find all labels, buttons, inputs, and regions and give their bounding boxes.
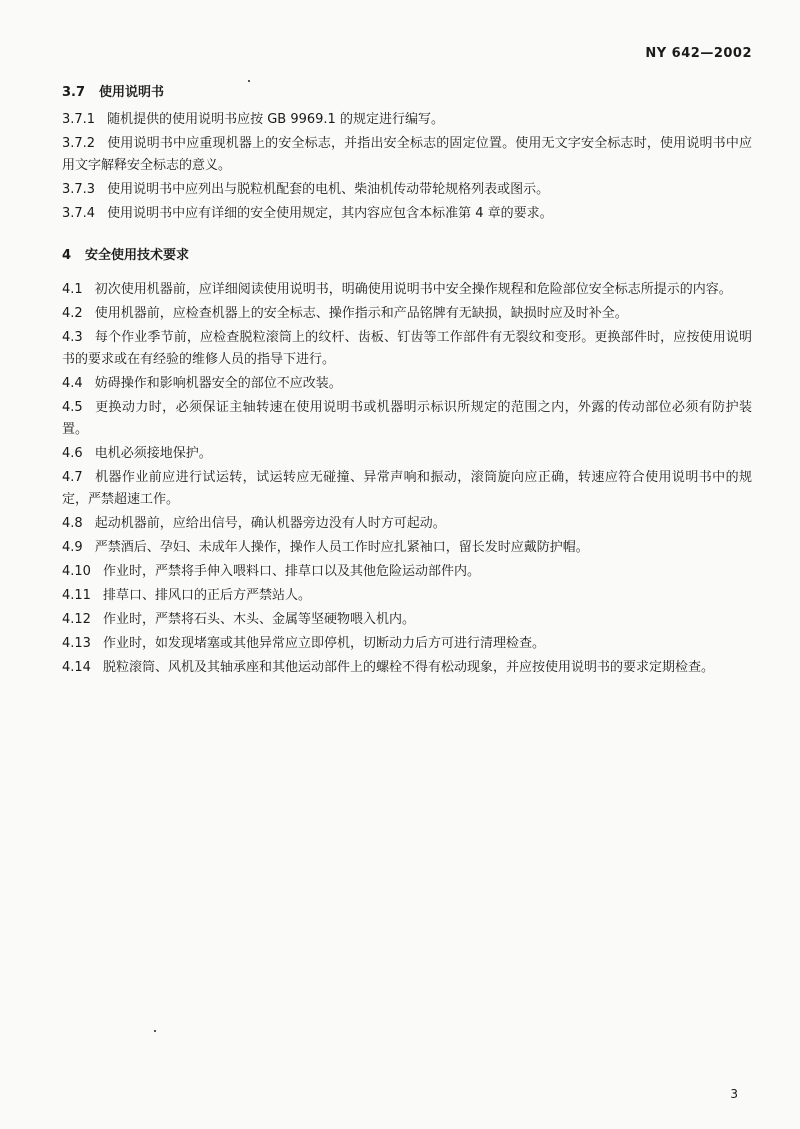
section-heading: 4 安全使用技术要求 bbox=[62, 248, 190, 263]
clause: 4.14 脱粒滚筒、风机及其轴承座和其他运动部件上的螺栓不得有松动现象，并应按使用说明书的要求定期检查。 bbox=[62, 660, 714, 675]
clause: 4.2 使用机器前，应检查机器上的安全标志、操作指示和产品铭牌有无缺损，缺损时应及时补全。 bbox=[62, 306, 628, 321]
clause: 4.13 作业时，如发现堵塞或其他异常应立即停机，切断动力后方可进行清理检查。 bbox=[62, 636, 545, 651]
standard-code: NY 642—2002 bbox=[645, 46, 752, 61]
scan-speck bbox=[154, 1030, 156, 1032]
clause: 4.6 电机必须接地保护。 bbox=[62, 446, 212, 461]
scan-speck bbox=[248, 80, 250, 82]
clause: 4.1 初次使用机器前，应详细阅读使用说明书，明确使用说明书中安全操作规程和危险部位安全标志所提示的内容。 bbox=[62, 282, 732, 297]
clause: 4.4 妨碍操作和影响机器安全的部位不应改装。 bbox=[62, 376, 342, 391]
clause: 3.7.4 使用说明书中应有详细的安全使用规定，其内容应包含本标准第 4 章的要求。 bbox=[62, 206, 553, 221]
clause: 4.8 起动机器前，应给出信号，确认机器旁边没有人时方可起动。 bbox=[62, 516, 446, 531]
clause: 4.7 机器作业前应进行试运转，试运转应无碰撞、异常声响和振动，滚筒旋向应正确，转速应符合使用说明书中的规定，严禁超速工作。 bbox=[62, 470, 752, 507]
clause: 4.3 每个作业季节前，应检查脱粒滚筒上的纹杆、齿板、钉齿等工作部件有无裂纹和变形。更换部件时，应按使用说明书的要求或在有经验的维修人员的指导下进行。 bbox=[62, 330, 752, 367]
clause: 4.11 排草口、排风口的正后方严禁站人。 bbox=[62, 588, 311, 603]
clause: 4.5 更换动力时，必须保证主轴转速在使用说明书或机器明示标识所规定的范围之内，外露的传动部位必须有防护装置。 bbox=[62, 400, 752, 437]
clause: 3.7.2 使用说明书中应重现机器上的安全标志，并指出安全标志的固定位置。使用无文字安全标志时，使用说明书中应用文字解释安全标志的意义。 bbox=[62, 136, 752, 173]
page-number: 3 bbox=[730, 1087, 738, 1101]
clause: 3.7.3 使用说明书中应列出与脱粒机配套的电机、柴油机传动带轮规格列表或图示。 bbox=[62, 182, 550, 197]
clause: 4.12 作业时，严禁将石头、木头、金属等坚硬物喂入机内。 bbox=[62, 612, 415, 627]
clause: 4.9 严禁酒后、孕妇、未成年人操作，操作人员工作时应扎紧袖口，留长发时应戴防护帽。 bbox=[62, 540, 589, 555]
clause: 4.10 作业时，严禁将手伸入喂料口、排草口以及其他危险运动部件内。 bbox=[62, 564, 480, 579]
clause: 3.7.1 随机提供的使用说明书应按 GB 9969.1 的规定进行编写。 bbox=[62, 112, 444, 127]
section-heading: 3.7 使用说明书 bbox=[62, 85, 165, 100]
document-body bbox=[62, 84, 752, 681]
